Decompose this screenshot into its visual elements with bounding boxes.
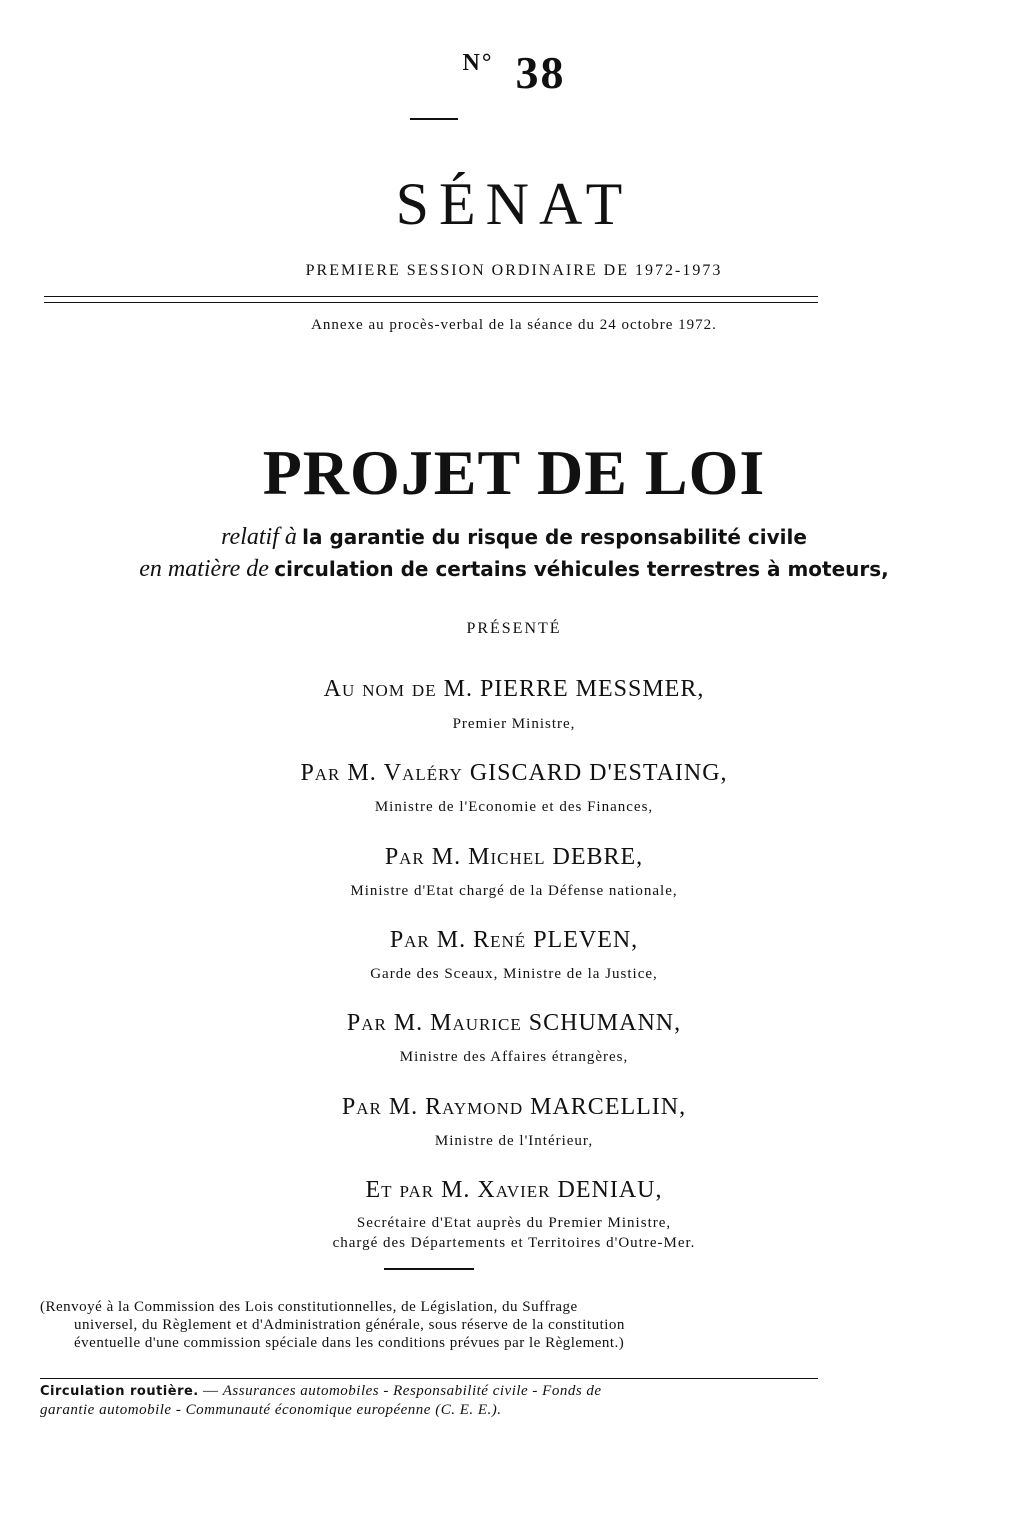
- presenter-first-name: Raymond: [425, 1094, 524, 1120]
- presenter-role-3: Ministre d'Etat chargé de la Défense nationale,: [350, 883, 678, 899]
- session-line: PREMIERE SESSION ORDINAIRE DE 1972-1973: [305, 262, 723, 279]
- presenter-first-name: PIERRE: [479, 676, 569, 702]
- header-rule-bottom: [44, 302, 818, 303]
- presenter-role-4: Garde des Sceaux, Ministre de la Justice,: [370, 966, 658, 982]
- rule-after-presenters: [384, 1268, 474, 1270]
- presenter-last-name: DEBRE,: [552, 844, 644, 870]
- referral-line-2: universel, du Règlement et d'Administration générale, sous réserve de la constitution: [74, 1317, 625, 1333]
- presenter-role-1: Premier Ministre,: [452, 716, 576, 732]
- footer-label: Circulation routière.: [40, 1384, 199, 1399]
- presenter-name-2: [0, 760, 1028, 787]
- presenter-first-name: Michel: [468, 844, 546, 870]
- presenter-name-5: [0, 1010, 1028, 1037]
- presenter-title: M.: [443, 676, 473, 702]
- presenter-last-name: GISCARD D'ESTAING,: [469, 760, 728, 786]
- presenter-role-5: Ministre des Affaires étrangères,: [399, 1049, 629, 1065]
- presenter-last-name: PLEVEN,: [533, 927, 639, 953]
- subtitle-line-1: [0, 524, 1028, 551]
- header-rule-top: [44, 296, 818, 297]
- subtitle-line-2: [0, 556, 1028, 583]
- presenter-prefix: Par: [300, 760, 341, 786]
- presenter-name-6: [0, 1094, 1028, 1121]
- presenter-prefix: Par: [389, 927, 430, 953]
- presenter-prefix: Par: [384, 844, 425, 870]
- presenter-title: M.: [347, 760, 377, 786]
- chamber-title: SÉNAT: [395, 171, 633, 237]
- presenter-name-7: [0, 1177, 1028, 1204]
- presenter-role-2: Ministre de l'Economie et des Finances,: [374, 799, 654, 815]
- presenter-title: M.: [393, 1010, 424, 1036]
- presenter-role-7b: chargé des Départements et Territoires d'Outre-Mer.: [332, 1235, 696, 1251]
- presenter-role-7a: Secrétaire d'Etat auprès du Premier Ministre,: [356, 1215, 672, 1231]
- presenter-first-name: Xavier: [477, 1177, 551, 1203]
- presenter-name-3: [0, 844, 1028, 871]
- footer-keywords-1: Assurances automobiles - Responsabilité civile - Fonds de: [222, 1383, 602, 1399]
- presenter-prefix: Et par: [365, 1177, 435, 1203]
- presenter-last-name: MESSMER,: [575, 676, 705, 702]
- presenter-title: M.: [436, 927, 467, 953]
- presenter-first-name: Maurice: [430, 1010, 522, 1036]
- subtitle-2-bold: circulation de certains véhicules terrestres à moteurs,: [274, 557, 889, 581]
- presenter-title: M.: [441, 1177, 471, 1203]
- rule-under-number: [410, 118, 458, 120]
- numero-label: N°: [462, 50, 494, 76]
- presenter-prefix: Par: [346, 1010, 387, 1036]
- presenter-title: M.: [431, 844, 462, 870]
- subtitle-1-bold: la garantie du risque de responsabilité civile: [302, 525, 807, 549]
- presenter-last-name: SCHUMANN,: [528, 1010, 682, 1036]
- footer-keywords-2: garantie automobile - Communauté économique européenne (C. E. E.).: [40, 1402, 502, 1418]
- referral-notice: [40, 1298, 818, 1352]
- presenter-name-4: [0, 927, 1028, 954]
- numero-value: 38: [515, 47, 566, 98]
- presented-label: PRÉSENTÉ: [466, 620, 562, 637]
- presenter-last-name: MARCELLIN,: [530, 1094, 687, 1120]
- subtitle-1-italic: relatif à: [221, 524, 297, 550]
- presenter-prefix: Par: [341, 1094, 382, 1120]
- footer-keywords: [40, 1382, 818, 1420]
- presenter-title: M.: [388, 1094, 419, 1120]
- presenter-last-name: DENIAU,: [557, 1177, 663, 1203]
- footer-dash: —: [198, 1383, 223, 1399]
- referral-line-3: éventuelle d'une commission spéciale dans les conditions prévues par le Règlement.): [74, 1335, 625, 1351]
- presenter-name-1: [0, 676, 1028, 703]
- referral-line-1: (Renvoyé à la Commission des Lois constitutionnelles, de Législation, du Suffrage: [40, 1299, 578, 1315]
- footer-rule: [40, 1378, 818, 1379]
- presenter-prefix: Au nom de: [323, 676, 437, 702]
- subtitle-2-italic: en matière de: [139, 556, 269, 582]
- presenter-first-name: René: [473, 927, 527, 953]
- presenter-role-6: Ministre de l'Intérieur,: [434, 1133, 594, 1149]
- annexe-line: Annexe au procès-verbal de la séance du 24 octobre 1972.: [311, 317, 717, 333]
- document-number: [0, 46, 1028, 99]
- bill-title: PROJET DE LOI: [262, 437, 766, 508]
- presenter-first-name: Valéry: [383, 760, 463, 786]
